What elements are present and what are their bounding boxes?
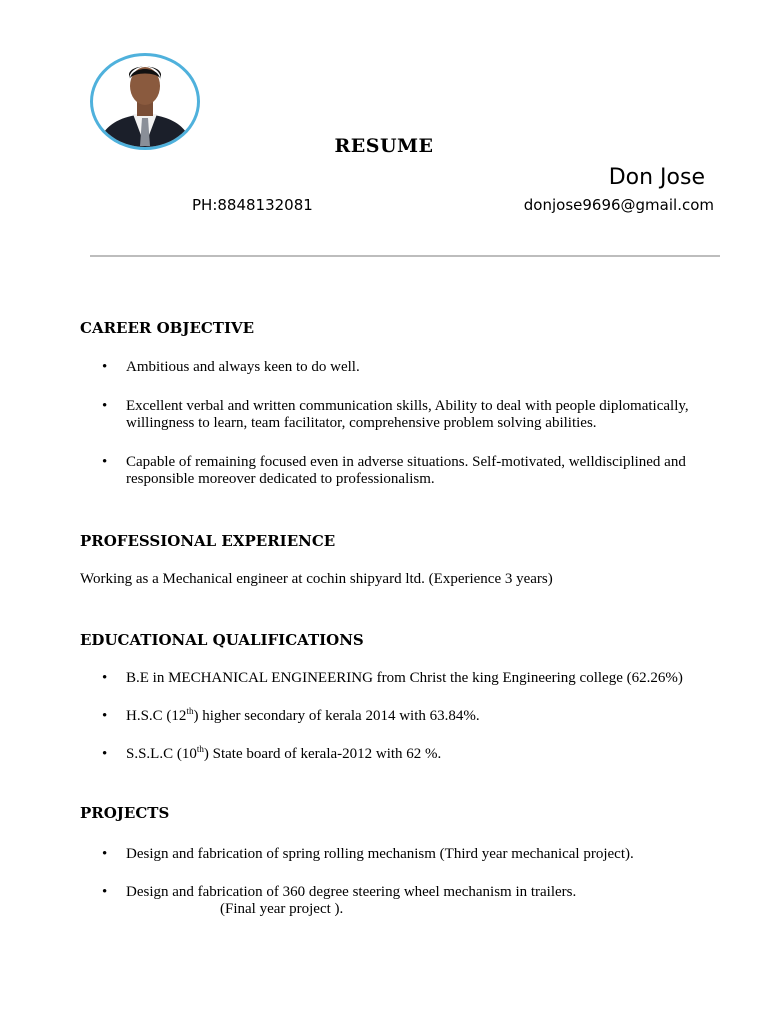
list-item-text: Ambitious and always keen to do well. bbox=[126, 359, 360, 375]
education-list bbox=[80, 670, 720, 763]
phone-number: PH:8848132081 bbox=[192, 196, 313, 214]
bullet: • bbox=[102, 454, 108, 470]
list-item-text: Capable of remaining focused even in adverse situations. Self-motivated, welldisciplined and responsible moreover dedicated to professionalism. bbox=[126, 454, 686, 487]
career-objective-list bbox=[80, 359, 720, 488]
email-address: donjose9696@gmail.com bbox=[523, 196, 714, 214]
header-divider bbox=[90, 255, 720, 257]
list-item bbox=[80, 846, 720, 863]
list-item bbox=[80, 746, 720, 763]
bullet: • bbox=[102, 884, 108, 900]
resume-title: RESUME bbox=[334, 135, 434, 157]
list-item-text: H.S.C (12th) higher secondary of kerala 2014 with 63.84%. bbox=[126, 706, 480, 724]
experience-text: Working as a Mechanical engineer at cochin shipyard ltd. (Experience 3 years) bbox=[80, 571, 553, 587]
list-item bbox=[80, 398, 720, 432]
projects-heading: PROJECTS bbox=[80, 804, 170, 822]
career-objective-heading: CAREER OBJECTIVE bbox=[80, 319, 255, 337]
education-heading: EDUCATIONAL QUALIFICATIONS bbox=[80, 631, 364, 649]
list-item bbox=[80, 359, 720, 376]
list-item-text: B.E in MECHANICAL ENGINEERING from Christ the king Engineering college (62.26%) bbox=[126, 670, 683, 686]
bullet: • bbox=[102, 708, 108, 724]
list-item bbox=[80, 708, 720, 725]
bullet: • bbox=[102, 398, 108, 414]
professional-experience-heading: PROFESSIONAL EXPERIENCE bbox=[80, 532, 336, 550]
bullet: • bbox=[102, 670, 108, 686]
bullet: • bbox=[102, 846, 108, 862]
list-item bbox=[80, 670, 720, 687]
list-item-text: Excellent verbal and written communication skills, Ability to deal with people diplomatically, willingness to learn, team facilitator, comprehensive problem solving abilities. bbox=[126, 398, 689, 431]
projects-list bbox=[80, 846, 720, 918]
bullet: • bbox=[102, 746, 108, 762]
list-item bbox=[80, 454, 720, 488]
list-item-text: Design and fabrication of 360 degree steering wheel mechanism in trailers. bbox=[126, 884, 577, 900]
list-item-text: S.S.L.C (10th) State board of kerala-2012 with 62 %. bbox=[126, 744, 442, 762]
list-item-text: Design and fabrication of spring rolling mechanism (Third year mechanical project). bbox=[126, 846, 634, 862]
list-item-subtext: (Final year project ). bbox=[220, 901, 344, 917]
candidate-name: Don Jose bbox=[608, 165, 705, 190]
bullet: • bbox=[102, 359, 108, 375]
list-item bbox=[80, 884, 720, 918]
person-portrait-icon bbox=[93, 56, 197, 147]
